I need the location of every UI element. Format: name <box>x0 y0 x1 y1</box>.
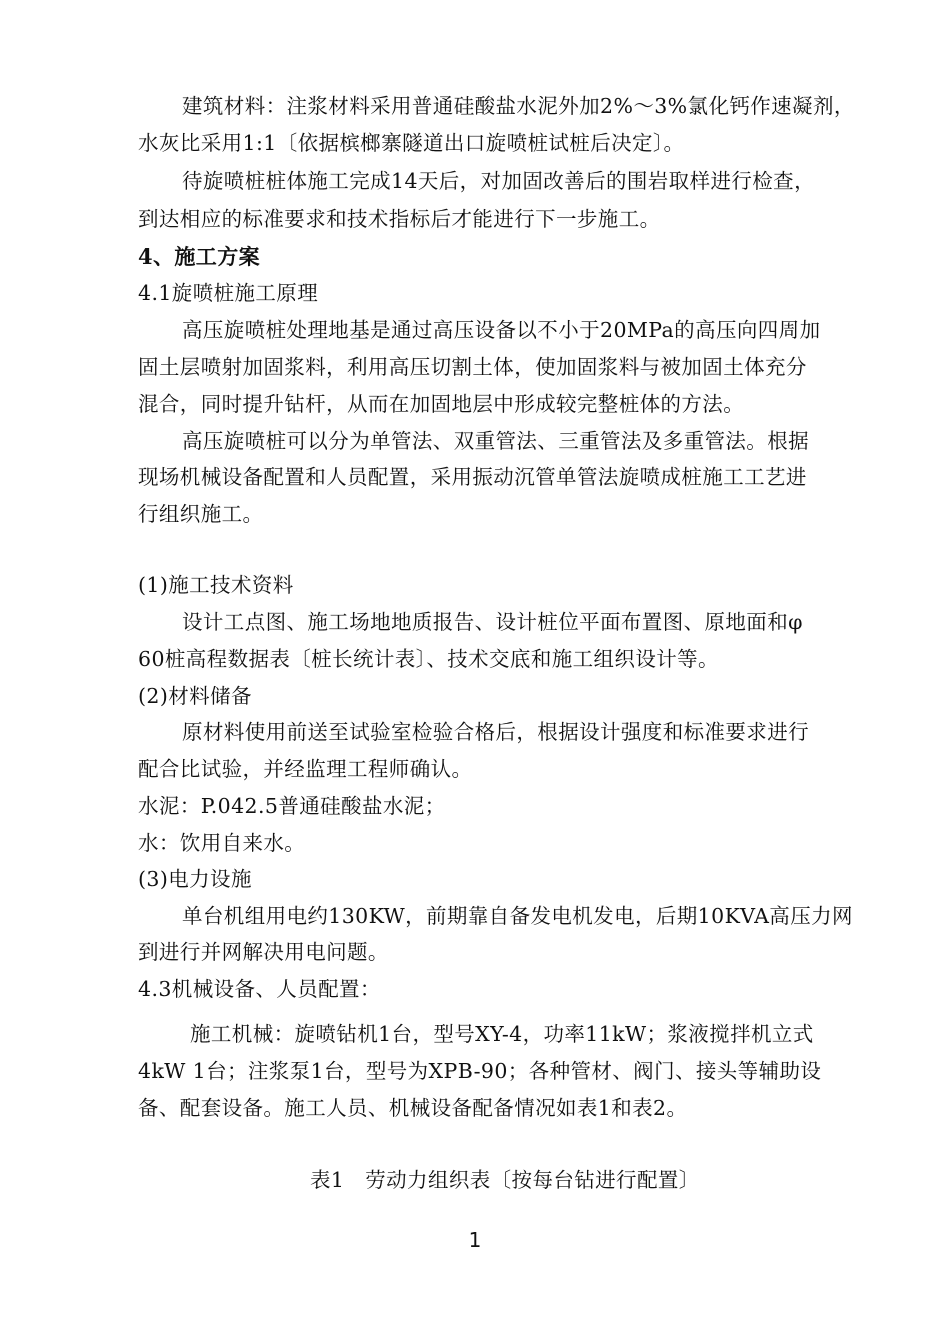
page-number: 1 <box>468 1228 482 1252</box>
paragraph-line: 混合，同时提升钻杆，从而在加固地层中形成较完整桩体的方法。 <box>138 392 745 416</box>
paragraph-line: 待旋喷桩桩体施工完成14天后，对加固改善后的围岩取样进行检查， <box>182 169 815 193</box>
paragraph-line: 现场机械设备配置和人员配置，采用振动沉管单管法旋喷成桩施工工艺进 <box>138 465 807 489</box>
paragraph-line: 固土层喷射加固浆料，利用高压切割土体，使加固浆料与被加固土体充分 <box>138 355 807 379</box>
paragraph-line: 施工机械：旋喷钻机1台，型号XY-4，功率11kW；浆液搅拌机立式 <box>190 1022 814 1046</box>
subsection-heading: (3)电力设施 <box>138 867 252 891</box>
subsection-heading: 4.1旋喷桩施工原理 <box>138 281 319 305</box>
paragraph-line: 60桩高程数据表〔桩长统计表〕、技术交底和施工组织设计等。 <box>138 647 719 671</box>
paragraph-line: 水泥：P.042.5普通硅酸盐水泥； <box>138 794 446 818</box>
paragraph-line: 行组织施工。 <box>138 502 264 526</box>
paragraph-line: 4kW 1台；注浆泵1台，型号为XPB-90；各种管材、阀门、接头等辅助设 <box>138 1059 822 1083</box>
paragraph-line: 建筑材料：注浆材料采用普通硅酸盐水泥外加2%～3%氯化钙作速凝剂， <box>182 94 855 118</box>
paragraph-line: 原材料使用前送至试验室检验合格后，根据设计强度和标准要求进行 <box>182 720 809 744</box>
paragraph-line: 到进行并网解决用电问题。 <box>138 940 389 964</box>
paragraph-line: 水：饮用自来水。 <box>138 831 306 855</box>
table-caption: 表1 劳动力组织表〔按每台钻进行配置〕 <box>310 1168 700 1192</box>
paragraph-line: 单台机组用电约130KW，前期靠自备发电机发电，后期10KVA高压力网 <box>182 904 853 928</box>
paragraph-line: 高压旋喷桩可以分为单管法、双重管法、三重管法及多重管法。根据 <box>182 429 809 453</box>
subsection-heading: (1)施工技术资料 <box>138 573 294 597</box>
paragraph-line: 水灰比采用1:1〔依据槟榔寨隧道出口旋喷桩试桩后决定〕。 <box>138 131 685 155</box>
paragraph-line: 备、配套设备。施工人员、机械设备配备情况如表1和表2。 <box>138 1096 688 1120</box>
subsection-heading: (2)材料储备 <box>138 684 252 708</box>
paragraph-line: 高压旋喷桩处理地基是通过高压设备以不小于20MPa的高压向四周加 <box>182 318 821 342</box>
paragraph-line: 设计工点图、施工场地地质报告、设计桩位平面布置图、原地面和φ <box>182 610 803 634</box>
section-heading: 4、施工方案 <box>138 244 261 269</box>
subsection-heading: 4.3机械设备、人员配置： <box>138 977 381 1001</box>
paragraph-line: 配合比试验，并经监理工程师确认。 <box>138 757 473 781</box>
paragraph-line: 到达相应的标准要求和技术指标后才能进行下一步施工。 <box>138 207 661 231</box>
